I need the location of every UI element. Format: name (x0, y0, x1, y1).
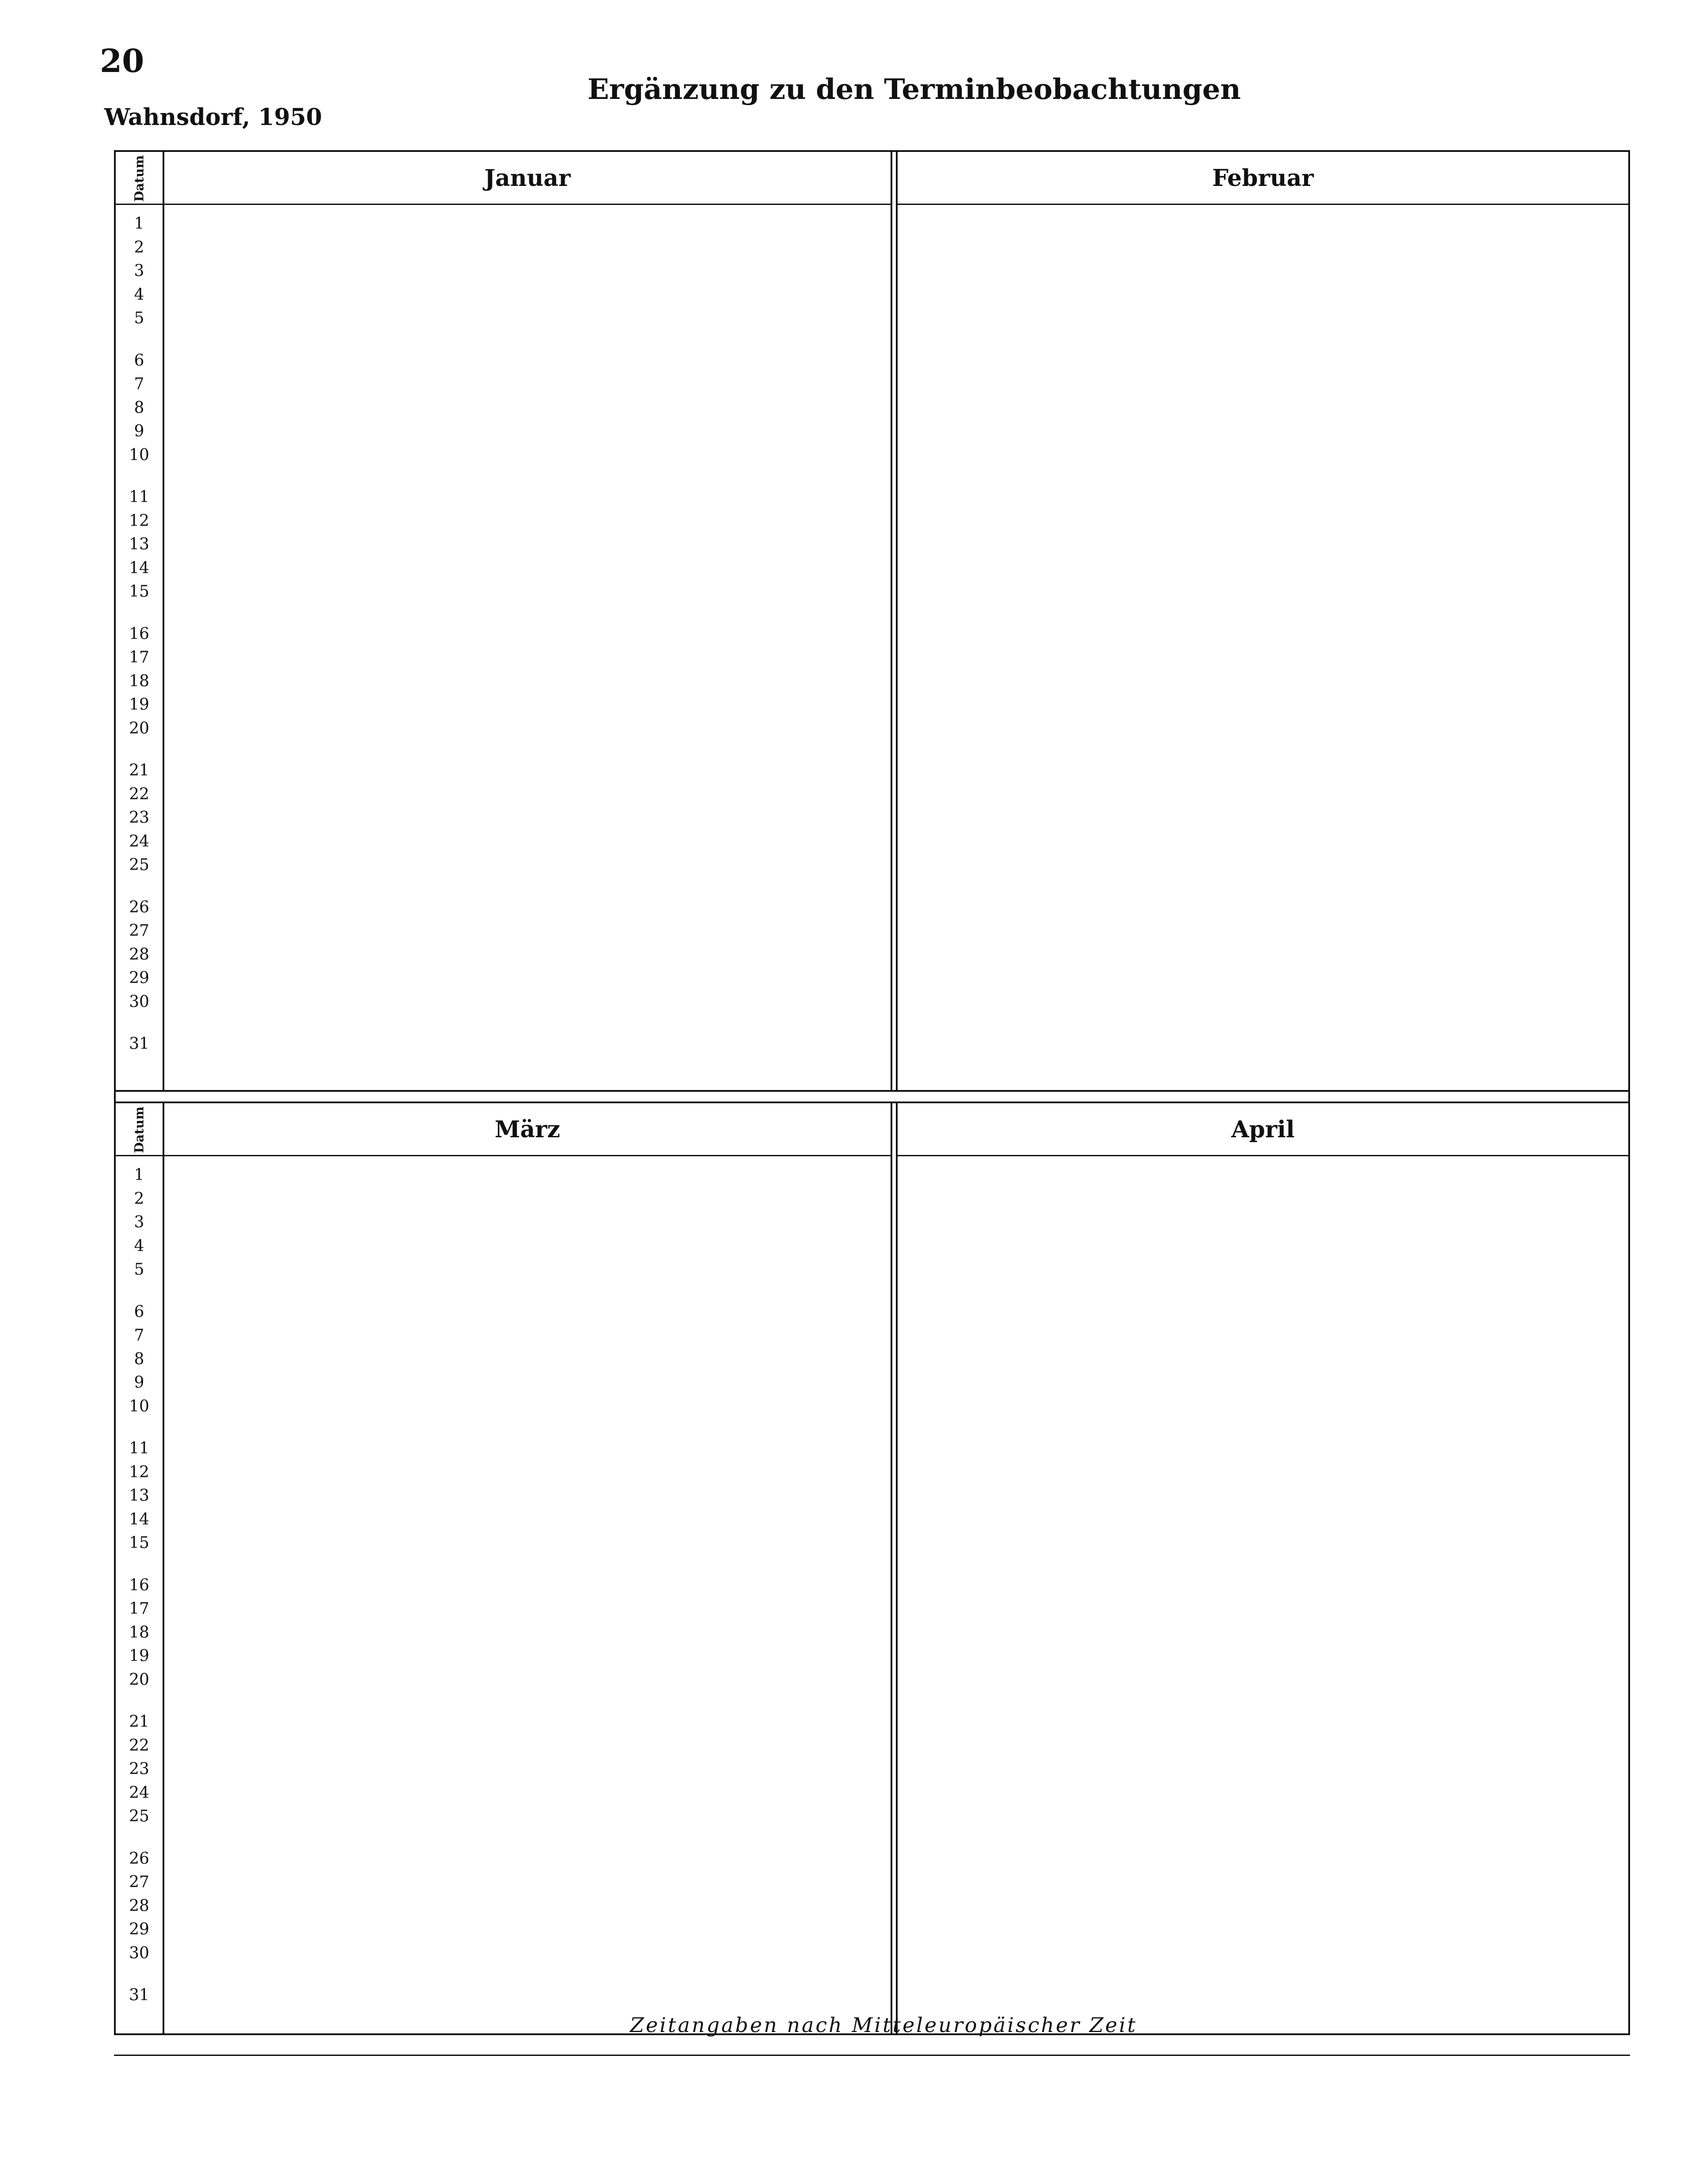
day-number: 9 (134, 1374, 144, 1392)
day-number: 9 (134, 422, 144, 440)
page-number: 20 (100, 42, 144, 79)
day-number: 24 (129, 832, 149, 851)
day-number: 4 (134, 285, 144, 304)
day-number: 4 (134, 1237, 144, 1255)
datum-column (116, 152, 164, 1090)
month-header-januar: Januar (164, 152, 891, 205)
month-header-februar: Februar (898, 152, 1628, 205)
datum-label: Datum (132, 155, 147, 202)
day-number: 22 (129, 1736, 149, 1755)
day-number: 7 (134, 375, 144, 393)
day-number: 22 (129, 785, 149, 803)
day-number: 27 (129, 922, 149, 940)
day-number: 15 (129, 1534, 149, 1552)
day-number: 19 (129, 1647, 149, 1665)
day-number: 17 (129, 648, 149, 666)
day-number: 20 (129, 719, 149, 738)
day-number: 16 (129, 625, 149, 643)
month-header-maerz: März (164, 1103, 891, 1156)
day-number: 23 (129, 1760, 149, 1778)
day-number: 1 (134, 215, 144, 233)
day-number: 19 (129, 696, 149, 714)
day-number: 21 (129, 761, 149, 780)
day-number: 14 (129, 559, 149, 577)
day-number: 2 (134, 1189, 144, 1208)
column-april (896, 1103, 1628, 2033)
column-februar (896, 152, 1628, 1090)
day-number: 20 (129, 1670, 149, 1689)
table-frame (114, 150, 1630, 2035)
day-number: 8 (134, 398, 144, 417)
day-number: 5 (134, 1260, 144, 1279)
day-number: 1 (134, 1166, 144, 1184)
day-number: 28 (129, 1896, 149, 1915)
bottom-block (116, 1101, 1628, 2033)
footer-rule (114, 2055, 1630, 2056)
datum-header (116, 152, 163, 205)
day-number: 31 (129, 1035, 149, 1053)
day-number: 2 (134, 238, 144, 257)
day-number: 26 (129, 898, 149, 916)
day-number: 6 (134, 1302, 144, 1321)
day-number: 13 (129, 1487, 149, 1505)
station-year: Wahnsdorf, 1950 (104, 104, 322, 131)
day-number: 21 (129, 1713, 149, 1731)
datum-header (116, 1103, 163, 1156)
day-number: 31 (129, 1986, 149, 2004)
footer-note: Zeitangaben nach Mitteleuropäischer Zeit (630, 2013, 1137, 2037)
day-number: 8 (134, 1350, 144, 1368)
day-number: 13 (129, 535, 149, 553)
datum-label: Datum (132, 1106, 147, 1153)
page-title: Ergänzung zu den Terminbeobachtungen (588, 73, 1241, 106)
day-number: 18 (129, 672, 149, 690)
day-number: 10 (129, 1397, 149, 1416)
day-number: 16 (129, 1576, 149, 1594)
day-number: 5 (134, 309, 144, 327)
day-number: 28 (129, 945, 149, 964)
day-number: 27 (129, 1873, 149, 1891)
day-number: 3 (134, 1213, 144, 1231)
day-number: 17 (129, 1600, 149, 1618)
day-number: 23 (129, 809, 149, 827)
day-number: 12 (129, 1463, 149, 1481)
day-number: 30 (129, 1944, 149, 1962)
day-number: 26 (129, 1849, 149, 1868)
day-number: 25 (129, 856, 149, 874)
datum-column (116, 1103, 164, 2033)
day-number: 7 (134, 1326, 144, 1344)
day-number: 10 (129, 446, 149, 464)
day-number: 18 (129, 1623, 149, 1642)
column-januar (164, 152, 892, 1090)
day-number: 11 (129, 488, 149, 506)
top-block (116, 152, 1628, 1092)
day-number: 15 (129, 583, 149, 601)
day-number: 25 (129, 1807, 149, 1825)
day-number: 24 (129, 1783, 149, 1802)
day-number: 12 (129, 511, 149, 530)
day-number: 29 (129, 969, 149, 987)
day-number: 14 (129, 1510, 149, 1529)
column-maerz (164, 1103, 892, 2033)
month-header-april: April (898, 1103, 1628, 1156)
day-number: 30 (129, 992, 149, 1011)
day-number: 11 (129, 1439, 149, 1457)
day-number: 29 (129, 1920, 149, 1938)
day-number: 6 (134, 351, 144, 370)
day-number: 3 (134, 262, 144, 280)
